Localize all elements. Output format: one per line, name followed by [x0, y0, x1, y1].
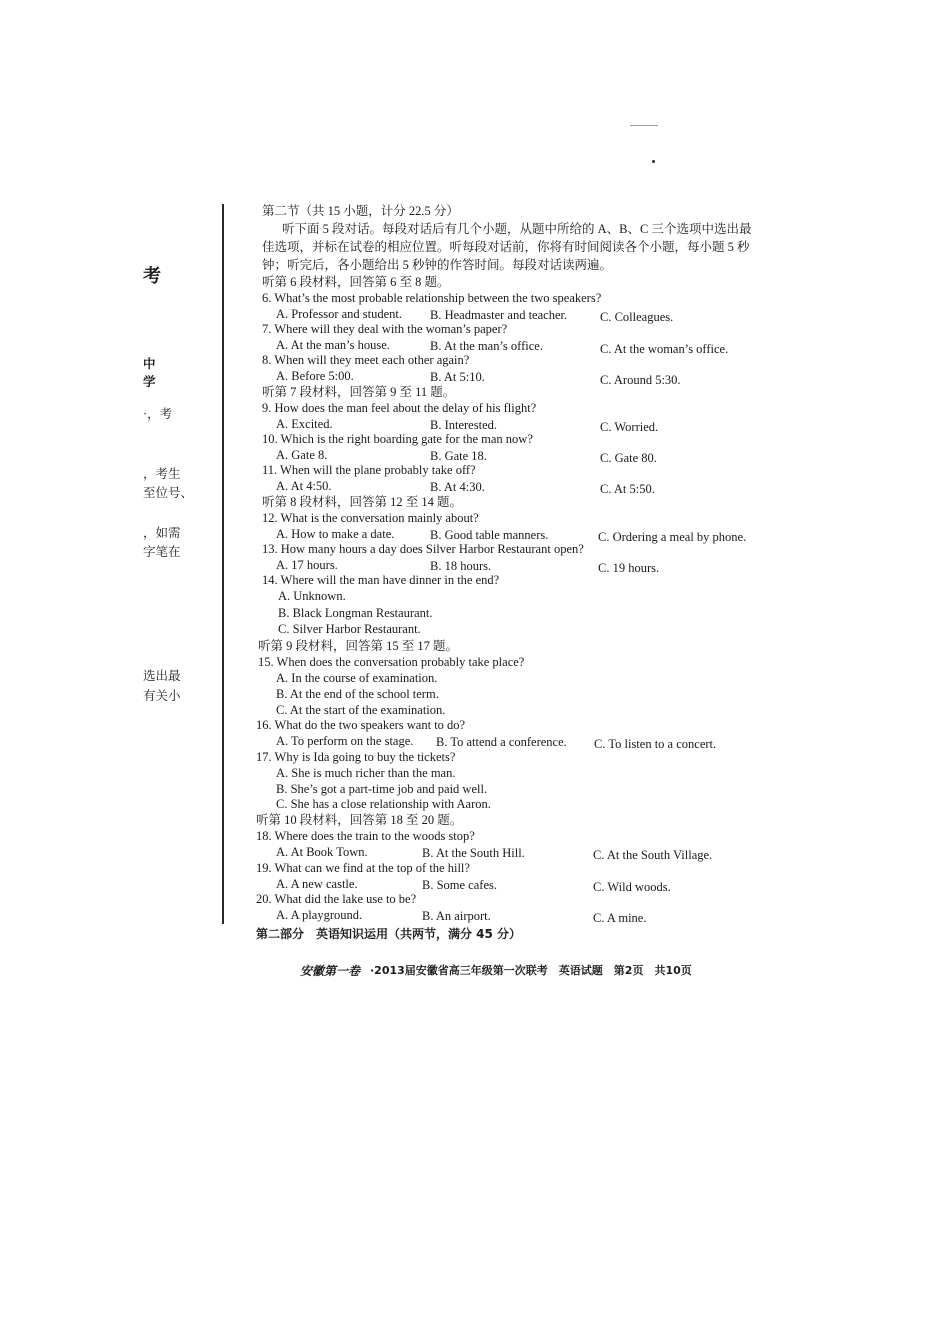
question-13-option-a: A. 17 hours. [276, 558, 338, 572]
question-10-option-a: A. Gate 8. [276, 448, 328, 462]
question-20-option-a: A. A playground. [276, 908, 363, 922]
question-17-stem: 17. Why is Ida going to buy the tickets? [256, 750, 456, 764]
question-13-option-c: C. 19 hours. [598, 561, 660, 575]
question-11-option-a: A. At 4:50. [276, 479, 332, 493]
question-15-option-a: A. In the course of examination. [276, 671, 438, 685]
margin-char-zhong: 中 [143, 357, 156, 371]
footer-text: ·2013届安徽省高三年级第一次联考 英语试题 第2页 共10页 [370, 964, 692, 977]
question-19-option-a: A. A new castle. [276, 877, 358, 891]
footer-brand: 安徽第一卷 [300, 964, 361, 978]
margin-text-kaosheng: ，考生 [143, 467, 181, 481]
scan-speck [652, 160, 655, 163]
margin-char-xue: 学 [143, 375, 156, 389]
question-9-option-b: B. Interested. [430, 418, 497, 432]
question-20-option-b: B. An airport. [422, 909, 491, 923]
question-14-stem: 14. Where will the man have dinner in the end? [262, 573, 500, 587]
question-16-option-b: B. To attend a conference. [436, 735, 567, 749]
binding-line [222, 204, 224, 924]
instruction-line-3: 钟；听完后，各小题给出 5 秒钟的作答时间。每段对话读两遍。 [262, 258, 613, 272]
question-10-option-b: B. Gate 18. [430, 449, 487, 463]
question-17-option-b: B. She’s got a part-time job and paid well. [276, 782, 488, 796]
question-13-option-b: B. 18 hours. [430, 559, 492, 573]
question-15-option-c: C. At the start of the examination. [276, 703, 446, 717]
question-12-stem: 12. What is the conversation mainly about? [262, 511, 479, 525]
question-7-option-c: C. At the woman’s office. [600, 342, 729, 356]
question-19-option-b: B. Some cafes. [422, 878, 497, 892]
question-17-option-a: A. She is much richer than the man. [276, 766, 456, 780]
question-9-stem: 9. How does the man feel about the delay of his flight? [262, 401, 537, 415]
margin-text-ruxu: ，如需 [143, 526, 181, 540]
question-14-option-a: A. Unknown. [278, 589, 346, 603]
question-9-option-c: C. Worried. [600, 420, 659, 434]
question-16-option-c: C. To listen to a concert. [594, 737, 717, 751]
question-8-option-a: A. Before 5:00. [276, 369, 354, 383]
margin-text-bizai: 字笔在 [143, 545, 181, 559]
question-20-stem: 20. What did the lake use to be? [256, 892, 417, 906]
question-11-stem: 11. When will the plane probably take off? [262, 463, 476, 477]
margin-text-xuanchu: 选出最 [143, 669, 181, 683]
question-7-option-b: B. At the man’s office. [430, 339, 543, 353]
question-18-option-c: C. At the South Village. [593, 848, 713, 862]
question-20-option-c: C. A mine. [593, 911, 647, 925]
question-14-option-b: B. Black Longman Restaurant. [278, 606, 433, 620]
question-6-option-a: A. Professor and student. [276, 307, 403, 321]
question-19-stem: 19. What can we find at the top of the hill? [256, 861, 470, 875]
scan-mark [630, 125, 658, 126]
question-7-option-a: A. At the man’s house. [276, 338, 390, 352]
question-12-option-a: A. How to make a date. [276, 527, 395, 541]
question-12-option-b: B. Good table manners. [430, 528, 549, 542]
margin-text-kao: ·，考 [143, 407, 173, 421]
group-header-8: 听第 8 段材料，回答第 12 至 14 题。 [262, 495, 463, 509]
question-6-option-c: C. Colleagues. [600, 310, 674, 324]
question-16-stem: 16. What do the two speakers want to do? [256, 718, 466, 732]
question-14-option-c: C. Silver Harbor Restaurant. [278, 622, 421, 636]
group-header-6: 听第 6 段材料，回答第 6 至 8 题。 [262, 275, 450, 289]
question-9-option-a: A. Excited. [276, 417, 333, 431]
section-heading: 第二节（共 15 小题，计分 22.5 分） [262, 204, 459, 218]
margin-text-weihao: 至位号、 [143, 486, 194, 500]
question-7-stem: 7. Where will they deal with the woman’s paper? [262, 322, 508, 336]
question-13-stem: 13. How many hours a day does Silver Harbor Restaurant open? [262, 542, 584, 556]
question-8-option-c: C. Around 5:30. [600, 373, 681, 387]
question-18-option-a: A. At Book Town. [276, 845, 368, 859]
instruction-line-1: 听下面 5 段对话。每段对话后有几个小题，从题中所给的 A、B、C 三个选项中选出最 [282, 222, 752, 236]
part-two-heading: 第二部分 英语知识运用（共两节，满分 45 分） [256, 927, 522, 941]
group-header-10: 听第 10 段材料，回答第 18 至 20 题。 [256, 813, 463, 827]
question-15-option-b: B. At the end of the school term. [276, 687, 439, 701]
question-11-option-b: B. At 4:30. [430, 480, 485, 494]
question-16-option-a: A. To perform on the stage. [276, 734, 414, 748]
question-18-stem: 18. Where does the train to the woods stop? [256, 829, 475, 843]
group-header-7: 听第 7 段材料，回答第 9 至 11 题。 [262, 385, 456, 399]
question-17-option-c: C. She has a close relationship with Aaron. [276, 797, 491, 811]
group-header-9: 听第 9 段材料，回答第 15 至 17 题。 [258, 639, 459, 653]
question-11-option-c: C. At 5:50. [600, 482, 655, 496]
question-6-stem: 6. What’s the most probable relationship between the two speakers? [262, 291, 602, 305]
margin-char-kao: 考 [143, 266, 161, 286]
question-8-option-b: B. At 5:10. [430, 370, 485, 384]
question-10-stem: 10. Which is the right boarding gate for the man now? [262, 432, 533, 446]
margin-text-youguan: 有关小 [143, 689, 181, 703]
instruction-line-2: 佳选项，并标在试卷的相应位置。听每段对话前，你将有时间阅读各个小题，每小题 5 秒 [262, 240, 750, 254]
question-6-option-b: B. Headmaster and teacher. [430, 308, 568, 322]
question-8-stem: 8. When will they meet each other again? [262, 353, 470, 367]
question-10-option-c: C. Gate 80. [600, 451, 657, 465]
question-19-option-c: C. Wild woods. [593, 880, 671, 894]
question-15-stem: 15. When does the conversation probably take place? [258, 655, 525, 669]
question-18-option-b: B. At the South Hill. [422, 846, 525, 860]
question-12-option-c: C. Ordering a meal by phone. [598, 530, 747, 544]
